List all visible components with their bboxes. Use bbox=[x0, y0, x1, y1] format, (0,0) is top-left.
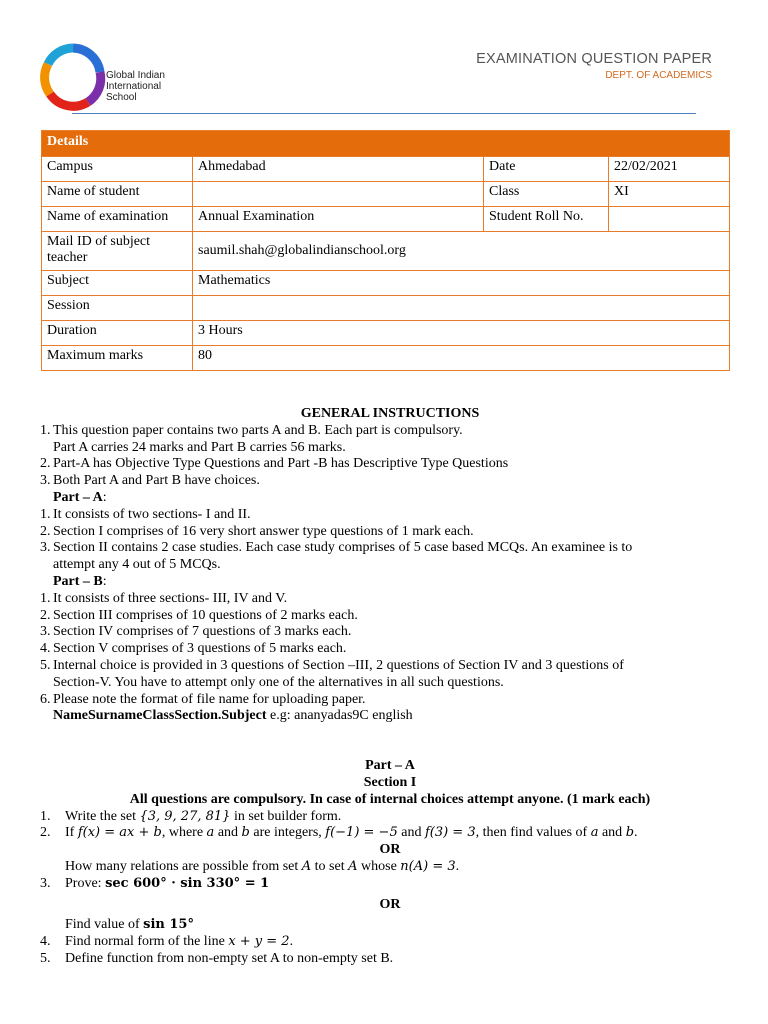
class-value: XI bbox=[609, 182, 730, 207]
table-row bbox=[42, 232, 730, 271]
list-item: 4. Section V comprises of 3 questions of 5 marks each. bbox=[40, 641, 347, 657]
part-title: Part – A bbox=[365, 758, 415, 774]
list-item: 2. Section III comprises of 10 questions of 2 marks each. bbox=[40, 607, 358, 623]
or-separator: OR bbox=[379, 842, 401, 858]
details-heading: Details bbox=[42, 131, 730, 157]
list-item: 1. It consists of two sections- I and II. bbox=[40, 506, 251, 522]
question-item: 5. Define function from non-empty set A to non-empty set B. bbox=[40, 950, 394, 966]
question-alternative: How many relations are possible from set A to set A whose n(A) = 3. bbox=[65, 858, 460, 874]
date-label: Date bbox=[484, 157, 609, 182]
filename-format: NameSurnameClassSection.Subject e.g: ananyadas9C english bbox=[53, 708, 413, 724]
student-label: Name of student bbox=[42, 182, 193, 207]
part-a-instructions-list bbox=[40, 507, 740, 574]
details-table bbox=[41, 130, 730, 371]
table-row bbox=[42, 321, 730, 346]
roll-label: Student Roll No. bbox=[484, 207, 609, 232]
or-separator: OR bbox=[379, 896, 401, 912]
duration-label: Duration bbox=[42, 321, 193, 346]
marks-label: Maximum marks bbox=[42, 346, 193, 371]
question-item: 2. If f(x) = ax + b, where a and b are integers, f(−1) = −5 and f(3) = 3, then find values of a and b. bbox=[40, 825, 638, 841]
question-item: 4. Find normal form of the line x + y = 2. bbox=[40, 934, 294, 950]
duration-value: 3 Hours bbox=[193, 321, 730, 346]
logo-swirl-icon bbox=[38, 42, 108, 112]
date-value: 22/02/2021 bbox=[609, 157, 730, 182]
table-row bbox=[42, 271, 730, 296]
table-row bbox=[42, 182, 730, 207]
general-instructions-list bbox=[40, 423, 740, 490]
question-item: 1. Write the set {3, 9, 27, 81} in set builder form. bbox=[40, 808, 342, 824]
header-divider bbox=[72, 113, 696, 114]
list-item: 1. This question paper contains two parts A and B. Each part is compulsory. Part A carries 24 marks and Part B carries 56 marks. bbox=[40, 422, 463, 455]
part-b-label: Part – B: bbox=[53, 573, 107, 589]
subject-value: Mathematics bbox=[193, 271, 730, 296]
section-title: Section I bbox=[363, 774, 417, 790]
table-row bbox=[42, 296, 730, 321]
mail-label: Mail ID of subject teacher bbox=[42, 232, 193, 271]
list-item: 6. Please note the format of file name for uploading paper. bbox=[40, 691, 366, 707]
list-item: 1. It consists of three sections- III, IV and V. bbox=[40, 590, 288, 606]
subject-label: Subject bbox=[42, 271, 193, 296]
campus-label: Campus bbox=[42, 157, 193, 182]
student-value bbox=[193, 182, 484, 207]
campus-value: Ahmedabad bbox=[193, 157, 484, 182]
exam-value: Annual Examination bbox=[193, 207, 484, 232]
paper-content bbox=[40, 406, 740, 968]
list-item: 3. Section II contains 2 case studies. Each case study comprises of 5 case based MCQs. An examinee is to attempt any 4 out of 5 MCQs. bbox=[40, 540, 633, 573]
table-row bbox=[42, 207, 730, 232]
instructions-heading: GENERAL INSTRUCTIONS bbox=[300, 406, 480, 421]
list-item: 3. Both Part A and Part B have choices. bbox=[40, 473, 260, 489]
list-item: 2. Section I comprises of 16 very short answer type questions of 1 mark each. bbox=[40, 523, 474, 539]
marks-value: 80 bbox=[193, 346, 730, 371]
section-note: All questions are compulsory. In case of internal choices attempt anyone. (1 mark each) bbox=[129, 791, 651, 807]
part-a-label: Part – A: bbox=[53, 489, 107, 505]
exam-label: Name of examination bbox=[42, 207, 193, 232]
question-item: 3. Prove: sec 600° · sin 330° = 1 bbox=[40, 875, 270, 891]
session-value bbox=[193, 296, 730, 321]
class-label: Class bbox=[484, 182, 609, 207]
school-logo bbox=[38, 42, 178, 112]
table-row bbox=[42, 346, 730, 371]
list-item: 2. Part-A has Objective Type Questions and Part -B has Descriptive Type Questions bbox=[40, 456, 509, 472]
paper-title: EXAMINATION QUESTION PAPER bbox=[476, 51, 712, 67]
list-item: 3. Section IV comprises of 7 questions of 3 marks each. bbox=[40, 624, 352, 640]
school-name: Global Indian International School bbox=[106, 70, 165, 103]
mail-value: saumil.shah@globalindianschool.org bbox=[193, 232, 730, 271]
department-label: DEPT. OF ACADEMICS bbox=[605, 70, 712, 81]
list-item: 5. Internal choice is provided in 3 questions of Section –III, 2 questions of Section IV and 3 questions of Section-V. You have to attempt only one of the alternatives in all such questions. bbox=[40, 657, 624, 690]
question-alternative: Find value of sin 15° bbox=[65, 917, 194, 933]
table-row bbox=[42, 157, 730, 182]
part-b-instructions-list bbox=[40, 591, 740, 709]
roll-value bbox=[609, 207, 730, 232]
session-label: Session bbox=[42, 296, 193, 321]
